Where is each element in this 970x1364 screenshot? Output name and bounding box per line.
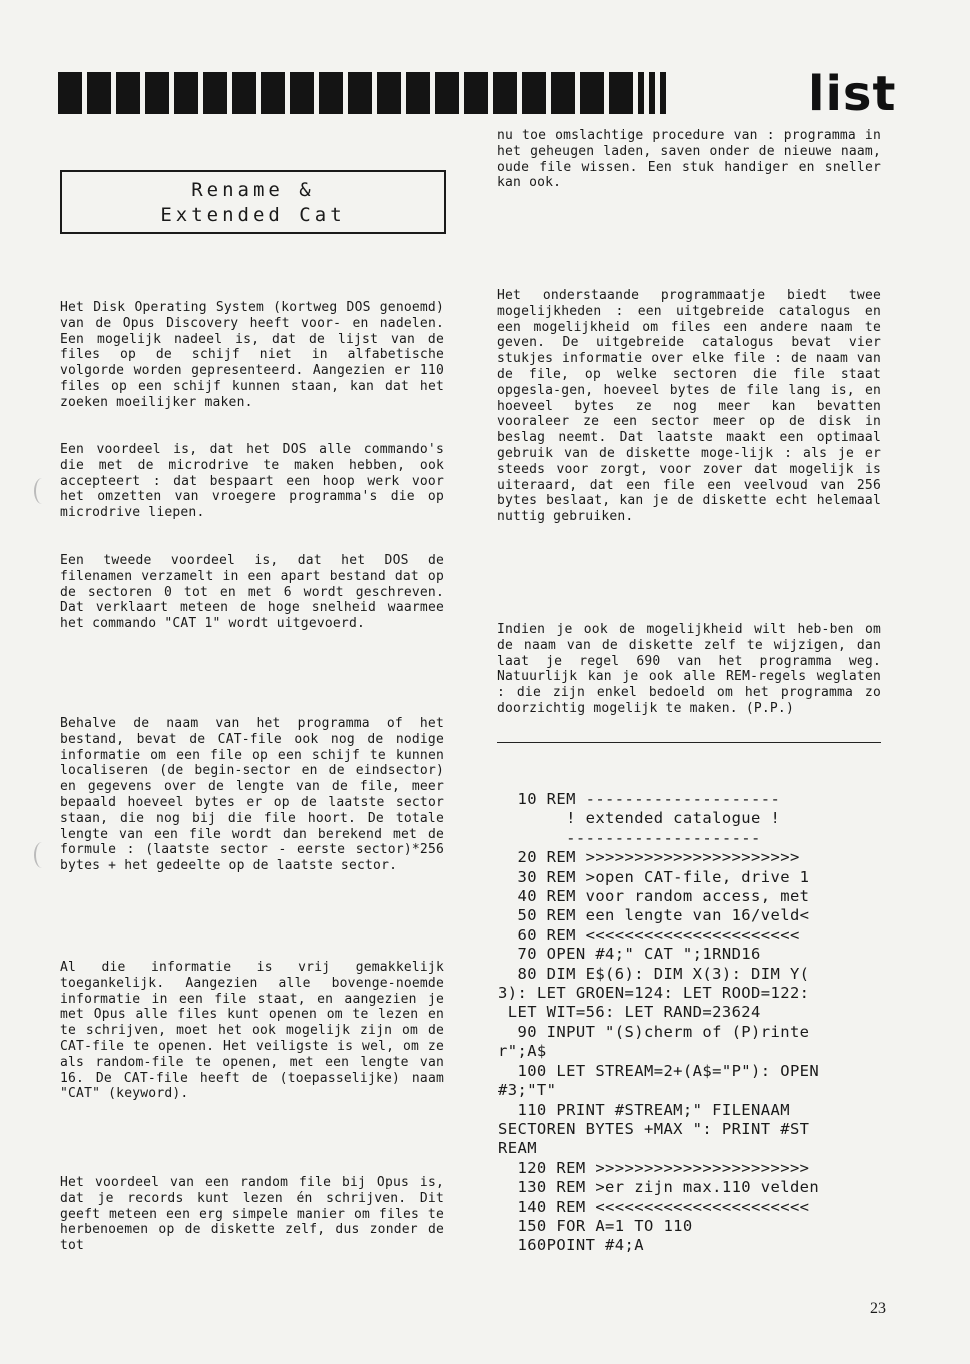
left-paragraph-4: Behalve de naam van het programma of het bestand, bevat de CAT-file ook nog de nodige informatie om een file op een schijf te kunnen localiseren (de begin-sector en de eindsector) en gegevens over de lengte van de file, meer bepaald hoeveel bytes er op de laatste sector staan, die nog bij die file hoort. De totale lengte van een file wordt dan berekend met de formule : (laatste sector - eerste sector)*256 bytes + het gedeelte op de laatste sector. — [60, 716, 444, 874]
header-block — [58, 72, 82, 114]
header-block — [551, 72, 575, 114]
header-block — [348, 72, 372, 114]
code-line: 110 PRINT #STREAM;" FILENAAM — [498, 1100, 790, 1119]
code-line: LET WIT=56: LET RAND=23624 — [498, 1003, 761, 1022]
code-line: 40 REM voor random access, met — [498, 887, 810, 906]
article-title-line2: Extended Cat — [160, 204, 346, 226]
code-line: #3;"T" — [498, 1081, 557, 1100]
code-line: 50 REM een lengte van 16/veld< — [498, 906, 810, 925]
header-block — [319, 72, 343, 114]
header-block — [87, 72, 111, 114]
code-line: 160POINT #4;A — [498, 1236, 644, 1255]
article-title-box — [60, 170, 446, 234]
code-line: 100 LET STREAM=2+(A$="P"): OPEN — [498, 1061, 820, 1080]
code-line: 150 FOR A=1 TO 110 — [498, 1216, 693, 1235]
right-paragraph-1: nu toe omslachtige procedure van : programma in het geheugen laden, saven onder de nieuwe naam, oude file wissen. Een stuk handiger en sneller kan ook. — [497, 128, 881, 191]
code-line: REAM — [498, 1139, 537, 1158]
header-block — [493, 72, 517, 114]
article-title-line1: Rename & — [191, 179, 315, 201]
list-logo: list — [808, 66, 897, 122]
right-paragraph-2: Het onderstaande programmaatje biedt twee mogelijkheden : een uitgebreide catalogus en een mogelijkheid om files een andere naam te geven. De uitgebreide catalogus bevat vier stukjes informatie over elke file : de naam van de file, op welke sectoren die file staat opgesla-gen, hoeveel bytes de file lang is, en hoeveel bytes ze nog meer kan bevatten vooraleer ze een sector meer op de disk in beslag neemt. Dat laatste maakt een optimaal gebruik van de diskette moge-lijk : als je er steeds voor zorgt, voor zover dat mogelijk is uiteraard, dat een file een veelvoud van 256 bytes beslaat, kan je de diskette echt helemaal nuttig gebruiken. — [497, 288, 881, 525]
header-block — [580, 72, 604, 114]
code-line: 30 REM >open CAT-file, drive 1 — [498, 867, 810, 886]
code-line: 3): LET GROEN=124: LET ROOD=122: — [498, 984, 810, 1003]
code-line: 90 INPUT "(S)cherm of (P)rinte — [498, 1022, 810, 1041]
header-block — [290, 72, 314, 114]
code-line: 120 REM >>>>>>>>>>>>>>>>>>>>>> — [498, 1158, 810, 1177]
header-block — [377, 72, 401, 114]
code-line: 20 REM >>>>>>>>>>>>>>>>>>>>>> — [498, 848, 800, 867]
right-paragraph-3: Indien je ook de mogelijkheid wilt heb-ben om de naam van de diskette zelf te wijzigen, dan laat je regel 690 van het programma weg. Natuurlijk kan je ook alle REM-regels weglaten : die zijn enkel bedoeld om het programma zo doorzichtig mogelijk te maken. (P.P.) — [497, 622, 881, 716]
header-bar — [58, 72, 666, 114]
code-line: 70 OPEN #4;" CAT ";1RND16 — [498, 945, 761, 964]
left-paragraph-6: Het voordeel van een random file bij Opus is, dat je records kunt lezen én schrijven. Dit geeft meteen een erg simpele manier om files te herbenoemen op de diskette zelf, dus zonder de tot — [60, 1175, 444, 1254]
code-line: 10 REM -------------------- — [498, 790, 781, 808]
code-line: 130 REM >er zijn max.110 velden — [498, 1178, 820, 1197]
code-line: r";A$ — [498, 1042, 547, 1061]
code-line: SECTOREN BYTES +MAX ": PRINT #ST — [498, 1119, 810, 1138]
header-block — [261, 72, 285, 114]
section-rule — [497, 742, 881, 743]
punch-hole-mark — [34, 842, 50, 868]
left-paragraph-1: Het Disk Operating System (kortweg DOS genoemd) van de Opus Discovery heeft voor- en nadelen. Een mogelijk nadeel is, dat de lijst van de files op de schijf niet in alfabetische volgorde worden gepresenteerd. Aangezien er 110 files op een schijf kunnen staan, kan dat het zoeken moeilijker maken. — [60, 300, 444, 410]
header-block — [435, 72, 459, 114]
code-line: 80 DIM E$(6): DIM X(3): DIM Y( — [498, 964, 810, 983]
header-block — [174, 72, 198, 114]
page-number: 23 — [870, 1300, 886, 1317]
basic-listing — [498, 790, 878, 1256]
header-block — [116, 72, 140, 114]
header-block — [464, 72, 488, 114]
code-line: 140 REM <<<<<<<<<<<<<<<<<<<<<< — [498, 1197, 810, 1216]
left-paragraph-3: Een tweede voordeel is, dat het DOS de filenamen verzamelt in een apart bestand dat op de sectoren 0 tot en met 6 wordt geschreven. Dat verklaart meteen de hoge snelheid waarmee het commando "CAT 1" wordt uitgevoerd. — [60, 553, 444, 632]
header-block — [406, 72, 430, 114]
punch-hole-mark — [34, 478, 50, 504]
code-line: ! extended catalogue ! — [498, 809, 781, 828]
header-block — [609, 72, 633, 114]
code-line: -------------------- — [498, 828, 761, 847]
header-block — [649, 72, 655, 114]
header-block — [522, 72, 546, 114]
left-paragraph-2: Een voordeel is, dat het DOS alle commando's die met de microdrive te maken hebben, ook accepteert : dat bespaart een hoop werk voor het omzetten van vroegere programma's die op microdrive liepen. — [60, 442, 444, 521]
header-block — [145, 72, 169, 114]
header-block — [638, 72, 644, 114]
header-block — [660, 72, 666, 114]
left-paragraph-5: Al die informatie is vrij gemakkelijk toegankelijk. Aangezien alle bovenge-noemde informatie in een file staat, en aangezien je met Opus alle files kunt openen om te lezen en te schrijven, moet het ook mogelijk zijn om de CAT-file te openen. Het veiligste is wel, om ze als random-file te openen, met een lengte van 16. De CAT-file heeft de (toepasselijke) naam "CAT" (keyword). — [60, 960, 444, 1102]
code-line: 60 REM <<<<<<<<<<<<<<<<<<<<<< — [498, 925, 800, 944]
header-block — [232, 72, 256, 114]
header-block — [203, 72, 227, 114]
